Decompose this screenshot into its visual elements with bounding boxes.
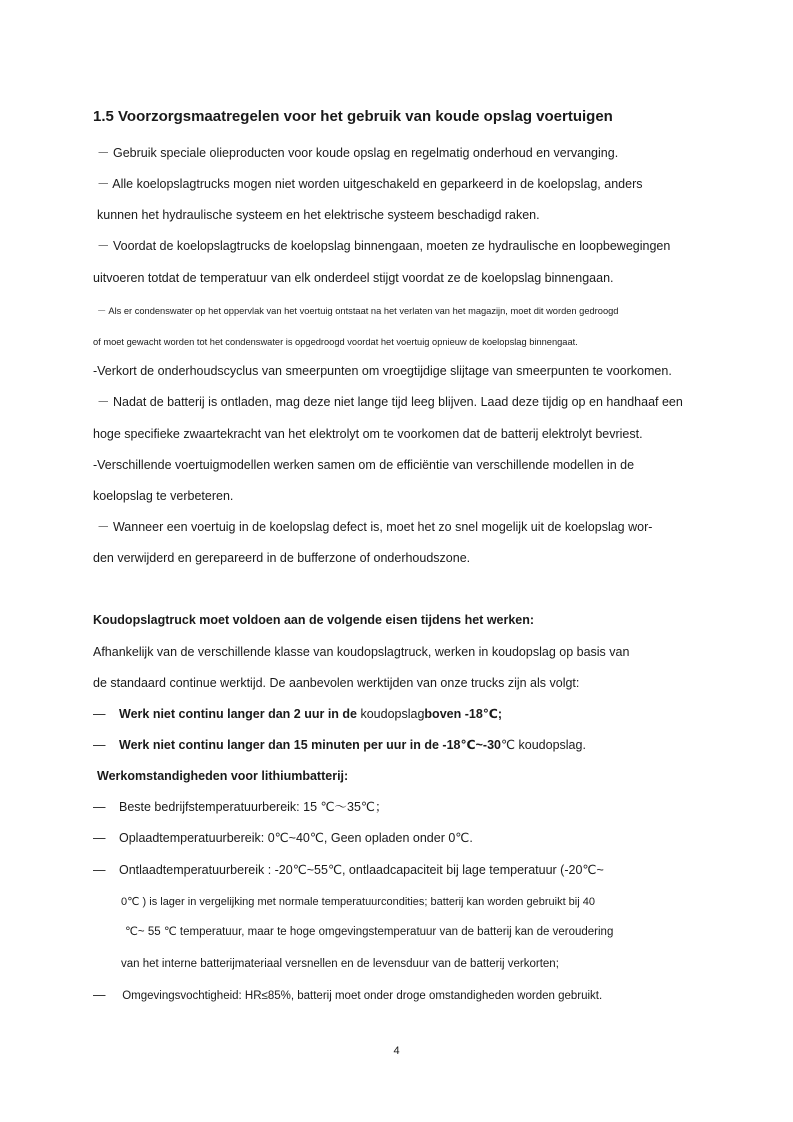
precaution-8-line-1: － Wanneer een voertuig in de koelopslag defect is, moet het zo snel mogelijk uit de koelopslag wor-	[97, 520, 653, 534]
page-number: 4	[393, 1045, 400, 1057]
requirements-intro-line-1: Afhankelijk van de verschillende klasse van koudopslagtruck, werken in koudopslag op basis van	[93, 645, 630, 659]
precaution-3-line-1: － Voordat de koelopslagtrucks de koelopslag binnengaan, moeten ze hydraulische en loopbewegingen	[97, 239, 671, 253]
precaution-2-line-1: － Alle koelopslagtrucks mogen niet worden uitgeschakeld en geparkeerd in de koelopslag, anders	[97, 177, 643, 191]
precaution-2-line-2: kunnen het hydraulische systeem en het elektrische systeem beschadigd raken.	[97, 208, 540, 222]
requirement-1-bold: Werk niet continu langer dan 2 uur in de	[119, 707, 357, 721]
precaution-3-line-2: uitvoeren totdat de temperatuur van elk onderdeel stijgt voordat ze de koelopslag binnengaan.	[93, 271, 614, 285]
dash-bullet: —	[93, 988, 106, 1002]
dash-bullet: —	[93, 863, 106, 877]
precaution-1: － Gebruik speciale olieproducten voor koude opslag en regelmatig onderhoud en vervanging.	[97, 146, 619, 160]
requirement-2	[93, 737, 586, 753]
precaution-7-line-2: koelopslag te verbeteren.	[93, 489, 234, 503]
requirements-heading: Koudopslagtruck moet voldoen aan de volgende eisen tijdens het werken:	[93, 613, 535, 627]
battery-condition-1	[93, 799, 387, 815]
requirement-1-bold-2: boven -18	[424, 707, 483, 721]
precaution-4-line-2: of moet gewacht worden tot het condenswater is opgedroogd voordat het voertuig opnieuw de koelopslag binnengaat.	[93, 337, 578, 347]
precaution-8-line-2: den verwijderd en gerepareerd in de bufferzone of onderhoudszone.	[93, 551, 471, 565]
dash-bullet: —	[93, 800, 106, 814]
requirement-1	[93, 706, 502, 722]
requirement-1-tail: ℃;	[482, 707, 503, 721]
battery-condition-2	[93, 830, 473, 846]
precaution-5: -Verkort de onderhoudscyclus van smeerpunten om vroegtijdige slijtage van smeerpunten te voorkomen.	[93, 364, 672, 378]
requirement-2-bold: Werk niet continu langer dan 15 minuten per uur in de -18℃~-30	[119, 738, 501, 752]
battery-condition-3-text: Ontlaadtemperatuurbereik : -20℃~55℃, ontlaadcapaciteit bij lage temperatuur (-20℃~	[119, 863, 604, 877]
battery-condition-3-line-3: ℃~ 55 ℃ temperatuur, maar te hoge omgevingstemperatuur van de batterij kan de veroudering	[125, 926, 614, 938]
battery-condition-4	[93, 987, 602, 1004]
requirement-1-normal: koudopslag	[357, 707, 425, 721]
precaution-6-line-1: － Nadat de batterij is ontladen, mag deze niet lange tijd leeg blijven. Laad deze tijdig op en handhaaf een	[97, 395, 683, 409]
battery-condition-2-text: Oplaadtemperatuurbereik: 0℃~40℃, Geen opladen onder 0℃.	[119, 831, 473, 845]
dash-bullet: —	[93, 707, 106, 721]
precaution-7-line-1: -Verschillende voertuigmodellen werken samen om de efficiëntie van verschillende modellen in de	[93, 458, 635, 472]
requirements-intro-line-2: de standaard continue werktijd. De aanbevolen werktijden van onze trucks zijn als volgt:	[93, 676, 580, 690]
section-title: 1.5 Voorzorgsmaatregelen voor het gebruik van koude opslag voertuigen	[93, 108, 613, 125]
dash-bullet: —	[93, 738, 106, 752]
battery-condition-1-text: Beste bedrijfstemperatuurbereik: 15 ℃～35℃；	[119, 800, 388, 814]
battery-condition-3-line-1	[93, 862, 604, 878]
requirement-2-tail: ℃ koudopslag.	[501, 738, 586, 752]
dash-bullet: —	[93, 831, 106, 845]
battery-condition-3-line-2: 0℃ ) is lager in vergelijking met normale temperatuurcondities; batterij kan worden gebruikt bij 40	[121, 896, 595, 908]
battery-condition-3-line-4: van het interne batterijmateriaal versnellen en de levensduur van de batterij verkorten;	[121, 958, 559, 970]
battery-heading: Werkomstandigheden voor lithiumbatterij:	[97, 769, 349, 783]
precaution-4-line-1: － Als er condenswater op het oppervlak van het voertuig ontstaat na het verlaten van het magazijn, moet dit worden gedroogd	[97, 306, 619, 316]
precaution-6-line-2: hoge specifieke zwaartekracht van het elektrolyt om te voorkomen dat de batterij elektrolyt bevriest.	[93, 427, 643, 441]
battery-condition-4-text: Omgevingsvochtigheid: HR≤85%, batterij moet onder droge omstandigheden worden gebruikt.	[119, 990, 603, 1002]
